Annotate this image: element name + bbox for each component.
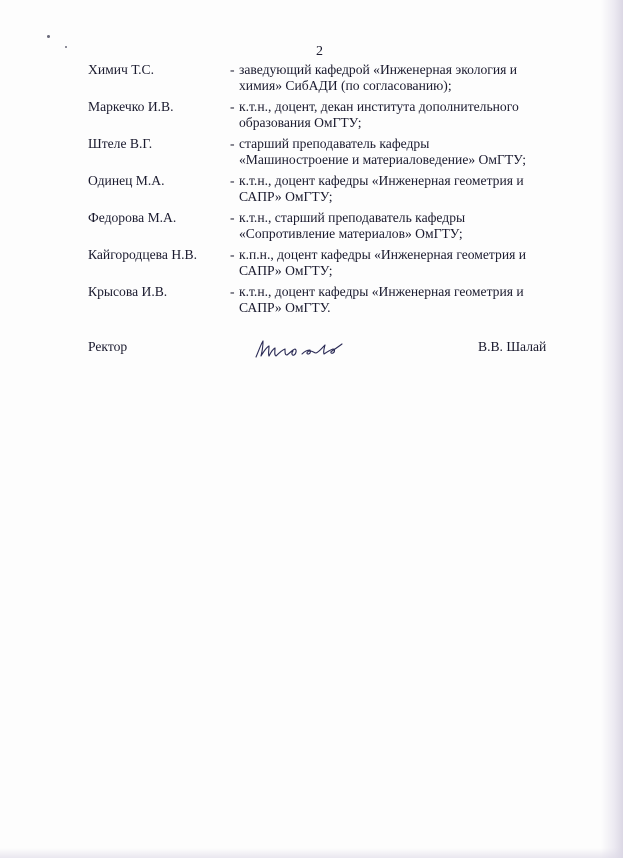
scan-edge-right [601,0,623,858]
role-dash: - [230,173,235,188]
member-role [230,247,568,280]
member-role-text: к.т.н., доцент кафедры «Инженерная геометрия и САПР» ОмГТУ; [239,173,524,205]
list-item [88,136,568,169]
member-role-text: к.т.н., старший преподаватель кафедры «Сопротивление материалов» ОмГТУ; [239,210,466,242]
signatory-title: Ректор [88,339,128,354]
member-role [230,284,568,317]
member-role-text: заведующий кафедрой «Инженерная экология и химия» СибАДИ (по согласованию); [239,62,518,94]
member-role-text: к.п.н., доцент кафедры «Инженерная геометрия и САПР» ОмГТУ; [239,247,527,279]
list-item [88,173,568,206]
role-dash: - [230,210,235,225]
member-name: Штеле В.Г. [88,136,153,151]
list-item [88,99,568,132]
list-item [88,247,568,280]
member-role [230,210,568,243]
handwritten-signature [252,335,344,361]
member-role-text: старший преподаватель кафедры «Машиностроение и материаловедение» ОмГТУ; [239,136,527,168]
role-dash: - [230,99,235,114]
member-name: Маркечко И.В. [88,99,174,114]
scan-speck [65,46,67,48]
scan-speck [47,35,50,38]
member-role [230,62,568,95]
member-role [230,99,568,132]
member-role [230,173,568,206]
role-dash: - [230,62,235,77]
member-role-text: к.т.н., доцент, декан института дополнительного образования ОмГТУ; [239,99,519,131]
member-name: Кайгородцева Н.В. [88,247,198,262]
member-name: Крысова И.В. [88,284,168,299]
scan-edge-bottom [0,848,623,858]
list-item [88,284,568,317]
member-name: Федорова М.А. [88,210,177,225]
role-dash: - [230,284,235,299]
role-dash: - [230,247,235,262]
page-number: 2 [316,44,323,59]
role-dash: - [230,136,235,151]
list-item [88,62,568,95]
commission-members-list [88,62,568,321]
member-name: Химич Т.С. [88,62,155,77]
signatory-name: В.В. Шалай [478,339,547,354]
member-name: Одинец М.А. [88,173,165,188]
member-role-text: к.т.н., доцент кафедры «Инженерная геометрия и САПР» ОмГТУ. [239,284,524,316]
member-role [230,136,568,169]
list-item [88,210,568,243]
